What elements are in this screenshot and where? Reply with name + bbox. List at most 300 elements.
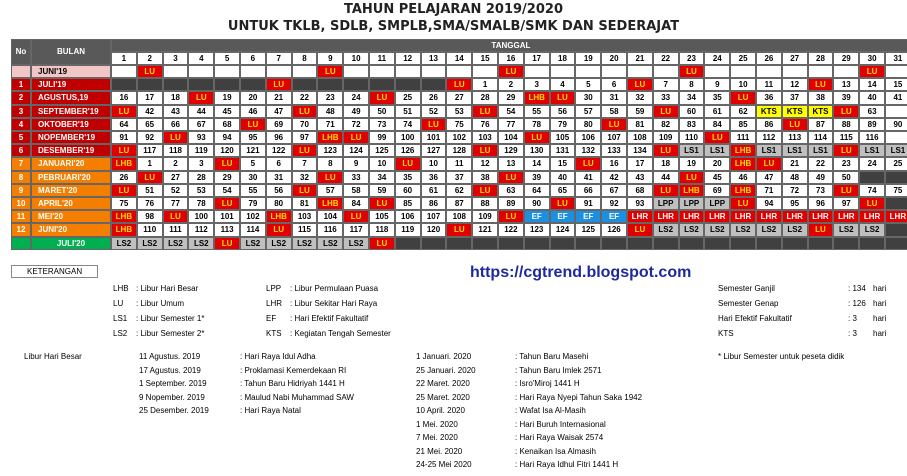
day-cell: 62 (446, 184, 472, 197)
day-cell: 57 (575, 105, 601, 118)
day-header: 12 (395, 52, 421, 65)
day-cell-ls2: LS2 (163, 237, 189, 250)
month-label: JULI'20 (31, 237, 111, 250)
day-cell-ls2: LS2 (833, 223, 859, 236)
day-cell: 51 (395, 105, 421, 118)
day-cell-lu: LU (679, 171, 705, 184)
day-cell-ls2: LS2 (240, 237, 266, 250)
day-cell: 13 (833, 78, 859, 91)
day-header: 18 (550, 52, 576, 65)
day-cell-lu: LU (833, 144, 859, 157)
blog-url-link[interactable]: https://cgtrend.blogspot.com (470, 264, 692, 281)
day-cell-lu: LU (472, 184, 498, 197)
day-cell: 112 (188, 223, 214, 236)
day-cell: 132 (575, 144, 601, 157)
day-cell: 3 (188, 157, 214, 170)
day-cell: 125 (575, 223, 601, 236)
summary-label: KTS (718, 329, 734, 338)
day-cell: 68 (627, 184, 653, 197)
day-cell: 102 (446, 131, 472, 144)
day-cell: 109 (472, 210, 498, 223)
day-cell: 118 (163, 144, 189, 157)
legend-desc: : Libur Umum (136, 299, 185, 308)
day-cell-lu: LU (240, 118, 266, 131)
day-cell-lu: LU (550, 91, 576, 104)
day-cell-lu: LU (214, 197, 240, 210)
day-cell-lu: LU (833, 184, 859, 197)
day-cell-lhb: LHB (679, 184, 705, 197)
day-cell-empty (317, 78, 343, 91)
day-cell: 117 (137, 144, 163, 157)
day-cell-lu: LU (395, 157, 421, 170)
day-cell: 35 (704, 91, 730, 104)
day-cell: 128 (446, 144, 472, 157)
day-cell: 92 (137, 131, 163, 144)
day-cell: 1 (137, 157, 163, 170)
day-cell: 40 (550, 171, 576, 184)
holiday-name: : Kenaikan Isa Almasih (515, 446, 596, 456)
day-cell-empty (163, 78, 189, 91)
day-cell: 23 (833, 157, 859, 170)
day-cell: 23 (317, 91, 343, 104)
day-cell: 126 (601, 223, 627, 236)
day-cell: 73 (369, 118, 395, 131)
day-cell: 11 (446, 157, 472, 170)
day-cell: 48 (782, 171, 808, 184)
day-cell: 13 (498, 157, 524, 170)
day-cell-lhr: LHR (627, 210, 653, 223)
day-header: 3 (163, 52, 189, 65)
day-cell-lu: LU (472, 105, 498, 118)
day-cell: 111 (163, 223, 189, 236)
holiday-date: 1 September. 2019 (139, 379, 207, 388)
day-cell: 82 (653, 118, 679, 131)
day-cell-lu: LU (601, 118, 627, 131)
day-cell: 54 (498, 105, 524, 118)
day-cell-empty (395, 65, 421, 78)
day-cell: 35 (395, 171, 421, 184)
day-cell-lu: LU (163, 210, 189, 223)
day-cell: 2 (163, 157, 189, 170)
day-cell: 80 (575, 118, 601, 131)
day-cell-empty (885, 237, 907, 250)
day-cell: 24 (859, 157, 885, 170)
day-cell-lu: LU (188, 91, 214, 104)
month-label: JUNI'19 (31, 65, 111, 78)
day-cell: 95 (782, 197, 808, 210)
day-cell-ls1: LS1 (679, 144, 705, 157)
day-cell: 115 (292, 223, 318, 236)
row-number: 12 (11, 223, 31, 236)
day-cell-lu: LU (782, 118, 808, 131)
holiday-name: : Tahun Baru Imlek 2571 (515, 365, 602, 375)
day-cell: 116 (317, 223, 343, 236)
day-cell-lu: LU (137, 65, 163, 78)
day-cell-lu: LU (653, 184, 679, 197)
day-cell-lu: LU (369, 197, 395, 210)
day-cell: 34 (679, 91, 705, 104)
day-header: 31 (885, 52, 907, 65)
header-bulan: BULAN (31, 39, 111, 65)
day-header: 19 (575, 52, 601, 65)
day-cell: 100 (395, 131, 421, 144)
row-number: 4 (11, 118, 31, 131)
day-cell: 75 (446, 118, 472, 131)
legend-code: LHB (113, 284, 129, 293)
legend-code: LU (113, 299, 124, 308)
day-cell: 3 (524, 78, 550, 91)
day-cell-empty (885, 65, 907, 78)
day-cell-lu: LU (472, 144, 498, 157)
day-cell: 64 (111, 118, 137, 131)
day-cell-lhb: LHB (111, 223, 137, 236)
day-cell: 8 (317, 157, 343, 170)
day-cell-empty (343, 65, 369, 78)
legend-desc: : Libur Semester 2* (136, 329, 205, 338)
day-cell: 88 (833, 118, 859, 131)
day-cell-lu: LU (137, 171, 163, 184)
day-cell: 85 (395, 197, 421, 210)
day-cell-lu: LU (808, 78, 834, 91)
day-cell: 38 (808, 91, 834, 104)
day-cell: 52 (421, 105, 447, 118)
day-cell: 103 (472, 131, 498, 144)
holiday-name: : Hari Raya Idhul Fitri 1441 H (515, 460, 619, 469)
day-cell: 110 (679, 131, 705, 144)
holiday-name: : Hari Raya Waisak 2574 (515, 433, 604, 442)
day-cell-empty (601, 237, 627, 250)
holiday-date: 10 April. 2020 (416, 406, 465, 415)
day-cell: 71 (756, 184, 782, 197)
day-cell-empty (782, 65, 808, 78)
day-cell-empty (653, 237, 679, 250)
day-cell: 15 (885, 78, 907, 91)
day-cell: 9 (704, 78, 730, 91)
day-cell-empty (343, 78, 369, 91)
day-header: 29 (833, 52, 859, 65)
day-cell: 27 (446, 91, 472, 104)
day-cell: 75 (111, 197, 137, 210)
day-cell: 55 (240, 184, 266, 197)
day-cell-lu: LU (679, 65, 705, 78)
day-cell: 100 (188, 210, 214, 223)
day-cell-ls1: LS1 (704, 144, 730, 157)
day-cell: 17 (627, 157, 653, 170)
day-cell: 19 (214, 91, 240, 104)
day-cell-lu: LU (627, 78, 653, 91)
day-cell: 105 (369, 210, 395, 223)
day-cell: 4 (550, 78, 576, 91)
day-cell: 25 (885, 157, 907, 170)
day-cell-lhb: LHB (317, 131, 343, 144)
day-cell: 81 (627, 118, 653, 131)
day-header: 21 (627, 52, 653, 65)
holiday-date: 22 Maret. 2020 (416, 379, 470, 388)
month-label: SEPTEMBER'19 (31, 105, 111, 118)
day-header: 24 (704, 52, 730, 65)
day-cell: 88 (472, 197, 498, 210)
day-cell-ef: EF (524, 210, 550, 223)
day-cell-empty (627, 65, 653, 78)
row-number: 1 (11, 78, 31, 91)
day-cell: 41 (885, 91, 907, 104)
day-header: 13 (421, 52, 447, 65)
summary-unit: hari (873, 299, 887, 308)
day-cell: 19 (679, 157, 705, 170)
day-header: 14 (446, 52, 472, 65)
day-cell: 85 (730, 118, 756, 131)
day-cell: 99 (369, 131, 395, 144)
day-cell-empty (369, 65, 395, 78)
holiday-name: : Hari Buruh Internasional (515, 419, 606, 429)
day-cell: 124 (550, 223, 576, 236)
day-cell: 89 (859, 118, 885, 131)
day-cell-empty (421, 78, 447, 91)
day-cell: 121 (240, 144, 266, 157)
day-cell: 74 (859, 184, 885, 197)
day-cell: 76 (472, 118, 498, 131)
day-header: 4 (188, 52, 214, 65)
day-cell: 108 (627, 131, 653, 144)
day-cell-empty (627, 237, 653, 250)
day-cell: 67 (601, 184, 627, 197)
day-cell: 10 (421, 157, 447, 170)
day-cell-lu: LU (317, 171, 343, 184)
day-cell-lu: LU (111, 144, 137, 157)
day-cell: 58 (601, 105, 627, 118)
day-cell: 74 (395, 118, 421, 131)
day-header: 30 (859, 52, 885, 65)
day-cell: 42 (601, 171, 627, 184)
day-header: 22 (653, 52, 679, 65)
day-header: 25 (730, 52, 756, 65)
day-cell: 77 (163, 197, 189, 210)
day-cell: 87 (808, 118, 834, 131)
day-cell-empty (575, 65, 601, 78)
day-cell: 2 (498, 78, 524, 91)
day-cell: 89 (498, 197, 524, 210)
holiday-date: 11 Agustus. 2019 (139, 352, 201, 361)
day-cell: 33 (343, 171, 369, 184)
summary-unit: hari (873, 314, 887, 323)
day-cell: 31 (266, 171, 292, 184)
day-cell-lu: LU (859, 197, 885, 210)
day-cell: 64 (524, 184, 550, 197)
day-cell: 22 (292, 91, 318, 104)
day-cell: 25 (395, 91, 421, 104)
day-cell: 111 (730, 131, 756, 144)
day-cell-empty (885, 105, 907, 118)
day-cell-lu: LU (653, 144, 679, 157)
day-cell: 26 (421, 91, 447, 104)
day-cell-empty (266, 65, 292, 78)
day-cell-empty (833, 65, 859, 78)
day-cell-ls2: LS2 (679, 223, 705, 236)
day-cell: 94 (756, 197, 782, 210)
holiday-date: 25 Maret. 2020 (416, 392, 470, 402)
day-cell: 72 (782, 184, 808, 197)
day-cell: 51 (137, 184, 163, 197)
day-cell: 87 (446, 197, 472, 210)
day-cell: 1 (472, 78, 498, 91)
day-cell: 16 (111, 91, 137, 104)
legend-code: LPP (266, 284, 282, 293)
day-cell: 31 (601, 91, 627, 104)
day-cell: 45 (704, 171, 730, 184)
day-cell-lu: LU (292, 105, 318, 118)
day-cell-lu: LU (808, 223, 834, 236)
day-cell: 93 (188, 131, 214, 144)
day-cell-lpp: LPP (653, 197, 679, 210)
day-cell-lu: LU (833, 105, 859, 118)
day-cell-lhr: LHR (756, 210, 782, 223)
day-cell: 115 (833, 131, 859, 144)
day-cell: 104 (498, 131, 524, 144)
summary-unit: hari (873, 329, 887, 338)
day-cell: 28 (472, 91, 498, 104)
day-cell: 53 (188, 184, 214, 197)
day-cell: 86 (421, 197, 447, 210)
day-cell-lhb: LHB (730, 144, 756, 157)
legend-code: LS1 (113, 314, 128, 323)
day-cell: 59 (369, 184, 395, 197)
day-cell-empty (395, 237, 421, 250)
summary-label: Hari Efektif Fakultatif (718, 314, 792, 323)
day-cell: 18 (653, 157, 679, 170)
row-number: 7 (11, 157, 31, 170)
day-cell: 36 (756, 91, 782, 104)
day-cell-empty (498, 237, 524, 250)
day-cell: 30 (575, 91, 601, 104)
summary-value: : 3 (848, 314, 857, 323)
day-cell-ls2: LS2 (317, 237, 343, 250)
day-cell: 54 (214, 184, 240, 197)
holiday-date: 9 Nopember. 2019 (139, 392, 205, 402)
day-cell: 42 (137, 105, 163, 118)
day-cell: 81 (292, 197, 318, 210)
day-cell: 116 (859, 131, 885, 144)
day-cell: 92 (601, 197, 627, 210)
legend-desc: : Libur Semester 1* (136, 314, 205, 323)
day-cell: 29 (214, 171, 240, 184)
day-cell-lhr: LHR (885, 210, 907, 223)
day-cell: 22 (808, 157, 834, 170)
legend-desc: : Libur Sekitar Hari Raya (290, 299, 378, 308)
day-cell-empty (653, 65, 679, 78)
day-cell-empty (240, 65, 266, 78)
day-cell: 110 (137, 223, 163, 236)
day-cell: 63 (498, 184, 524, 197)
day-cell: 97 (292, 131, 318, 144)
day-cell: 10 (369, 157, 395, 170)
day-cell-empty (859, 237, 885, 250)
legend-desc: : Libur Hari Besar (136, 284, 199, 293)
day-cell-ls1: LS1 (782, 144, 808, 157)
day-cell: 119 (188, 144, 214, 157)
day-cell-ls2: LS2 (653, 223, 679, 236)
day-cell: 17 (137, 91, 163, 104)
day-cell-lhb: LHB (111, 210, 137, 223)
day-cell-empty (885, 131, 907, 144)
day-cell: 127 (421, 144, 447, 157)
day-cell: 26 (111, 171, 137, 184)
legend-code: LHR (266, 299, 283, 308)
day-cell: 12 (472, 157, 498, 170)
row-number (11, 65, 31, 78)
day-cell: 101 (214, 210, 240, 223)
day-cell: 44 (188, 105, 214, 118)
day-cell-lu: LU (446, 223, 472, 236)
day-cell-empty (704, 65, 730, 78)
header-no: No (11, 39, 31, 65)
day-cell: 48 (317, 105, 343, 118)
legend-code: EF (266, 314, 277, 323)
month-label: JANUARI'20 (31, 157, 111, 170)
day-cell: 50 (369, 105, 395, 118)
row-number: 5 (11, 131, 31, 144)
day-cell-lhb: LHB (266, 210, 292, 223)
day-cell-lhr: LHR (730, 210, 756, 223)
day-cell: 46 (730, 171, 756, 184)
month-label: DESEMBER'19 (31, 144, 111, 157)
day-cell-empty (756, 237, 782, 250)
day-cell-lhr: LHR (808, 210, 834, 223)
day-cell-empty (111, 65, 137, 78)
day-cell-lhr: LHR (704, 210, 730, 223)
day-cell: 6 (266, 157, 292, 170)
day-cell: 5 (575, 78, 601, 91)
day-cell: 5 (240, 157, 266, 170)
day-cell-lhb: LHB (111, 157, 137, 170)
day-cell-ls2: LS2 (188, 237, 214, 250)
month-label: JUNI'20 (31, 223, 111, 236)
month-label: JULI'19 (31, 78, 111, 91)
day-cell: 7 (292, 157, 318, 170)
day-cell: 102 (240, 210, 266, 223)
day-cell: 12 (782, 78, 808, 91)
day-cell-empty (292, 65, 318, 78)
holiday-date: 1 Januari. 2020 (416, 352, 472, 361)
month-label: MEI'20 (31, 210, 111, 223)
day-cell-empty (730, 65, 756, 78)
day-cell-lu: LU (756, 157, 782, 170)
day-cell: 39 (524, 171, 550, 184)
day-cell: 107 (421, 210, 447, 223)
day-cell: 107 (601, 131, 627, 144)
day-cell: 78 (188, 197, 214, 210)
day-cell-lu: LU (446, 78, 472, 91)
day-cell: 47 (756, 171, 782, 184)
month-label: NOPEMBER'19 (31, 131, 111, 144)
day-cell-lu: LU (266, 78, 292, 91)
row-number: 3 (11, 105, 31, 118)
row-number: 9 (11, 184, 31, 197)
day-cell-empty (833, 237, 859, 250)
day-cell-lpp: LPP (704, 197, 730, 210)
day-cell: 21 (782, 157, 808, 170)
day-cell-lhr: LHR (782, 210, 808, 223)
day-cell-lu: LU (369, 91, 395, 104)
day-cell: 32 (292, 171, 318, 184)
summary-unit: hari (873, 284, 887, 293)
day-cell-lu: LU (343, 210, 369, 223)
month-label: PEBRUARI'20 (31, 171, 111, 184)
day-cell: 65 (137, 118, 163, 131)
day-header: 27 (782, 52, 808, 65)
day-cell: 84 (704, 118, 730, 131)
day-header: 1 (111, 52, 137, 65)
day-cell: 101 (421, 131, 447, 144)
